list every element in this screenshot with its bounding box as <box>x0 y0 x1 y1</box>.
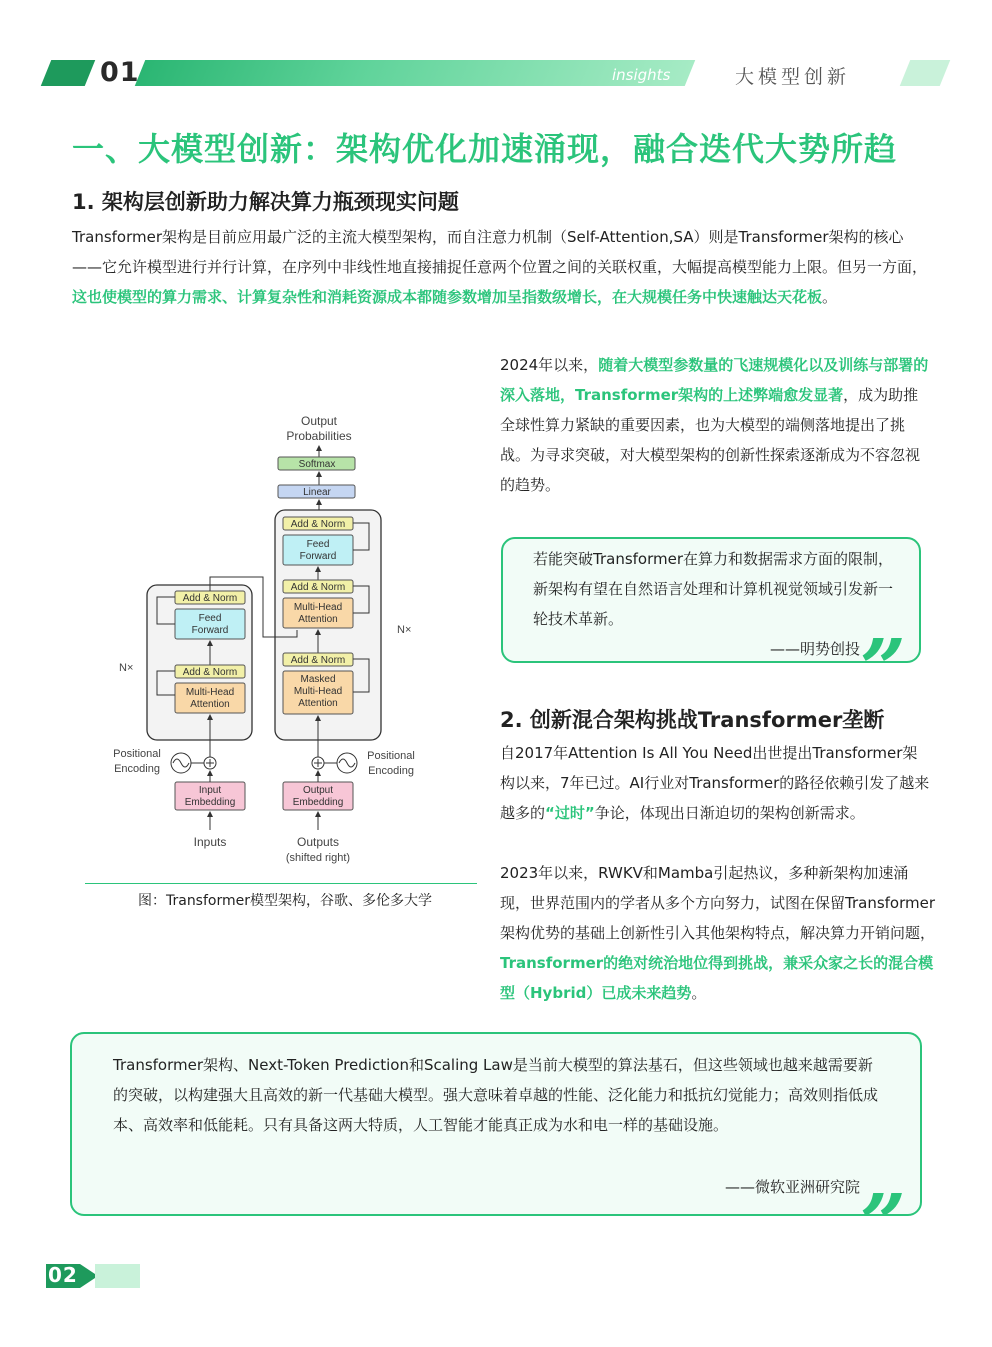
header-dark-bar <box>41 60 96 86</box>
dec-ff-label-2: Forward <box>299 551 337 562</box>
dec-pos-label-2: Encoding <box>368 765 414 777</box>
output-emb-label-1: Output <box>302 785 334 796</box>
section-2-paragraph-1: 自2017年Attention Is All You Need出世提出Transformer架构以来，7年已过。AI行业对Transformer的路径依赖引发了越来越多的“过时”争论，体现出日渐迫切的架构创新需求。 <box>500 744 930 822</box>
dec-masked-label-2: Multi-Head <box>293 686 343 697</box>
dec-addnorm-1-label: Add & Norm <box>290 655 346 666</box>
dec-addnorm-2-label: Add & Norm <box>290 582 346 593</box>
softmax-label: Softmax <box>298 459 336 470</box>
insights-label: insights <box>612 66 671 84</box>
linear-label: Linear <box>303 487 331 498</box>
dec-mha-label-1: Multi-Head <box>293 602 343 613</box>
section-1-title: 1. 架构层创新助力解决算力瓶颈现实问题 <box>72 190 459 214</box>
section-2-quoted: “过时” <box>545 804 595 822</box>
dec-ff-label-1: Feed <box>306 539 330 550</box>
page-number: 02 <box>48 1263 78 1287</box>
section-2-paragraph-2: 2023年以来，RWKV和Mamba引起热议，多种新架构加速涌现，世界范围内的学者从多个方向努力，试图在保留Transformer架构优势的基础上创新性引入其他架构特点，解决算力开销问题，Transformer的绝对统治地位得到挑战，兼采众家之长的混合模型（Hybrid）已成未来趋势。 <box>500 864 936 1002</box>
chapter-number: 01 <box>100 57 140 88</box>
quote-2-text: Transformer架构、Next-Token Prediction和Scaling Law是当前大模型的算法基石，但这些领域也越来越需要新的突破，以构建强大且高效的新一代基础大模型。强大意味着卓越的性能、泛化能力和抵抗幻觉能力；高效则指低成本、高效率和低能耗。只有具备这两大特质，人工智能才能真正成为水和电一样的基础设施。 <box>113 1056 879 1134</box>
output-probs-label-2: Probabilities <box>286 429 352 443</box>
section-1-highlight: 这也使模型的算力需求、计算复杂性和消耗资源成本都随参数增加呈指数级增长，在大规模任务中快速触达天花板 <box>72 288 823 306</box>
dec-mha-label-2: Attention <box>298 614 338 625</box>
enc-mha-label-1: Multi-Head <box>185 687 235 698</box>
transformer-diagram <box>85 405 480 875</box>
enc-ff-label-1: Feed <box>198 613 222 624</box>
enc-addnorm-1-label: Add & Norm <box>182 667 238 678</box>
enc-pos-label-1: Positional <box>113 748 161 760</box>
header-tail-bar <box>900 60 951 86</box>
input-emb-label-1: Input <box>198 785 222 796</box>
section-1-paragraph: Transformer架构是目前应用最广泛的主流大模型架构，而自注意力机制（Self-Attention,SA）则是Transformer架构的核心——它允许模型进行并行计算，在序列中非线性地直接捕捉任意两个位置之间的关联权重，大幅提高模型能力上限。但另一方面，这也使模型的算力需求、计算复杂性和消耗资源成本都随参数增加呈指数级增长，在大规模任务中快速触达天花板。 <box>72 228 928 306</box>
quote-mark-icon-2: ” <box>860 1176 907 1270</box>
inputs-label: Inputs <box>193 835 227 849</box>
output-probs-label-1: Output <box>300 414 338 428</box>
dec-masked-label-1: Masked <box>300 674 336 685</box>
quote-2-source: ——微软亚洲研究院 <box>724 1178 860 1196</box>
dec-addnorm-3-label: Add & Norm <box>290 519 346 530</box>
section-2-title: 2. 创新混合架构挑战Transformer垄断 <box>500 708 885 732</box>
quote-mark-icon: ” <box>860 621 907 715</box>
quote-1-text: 若能突破Transformer在算力和数据需求方面的限制，新架构有望在自然语言处理和计算机视觉领域引发新一轮技术革新。 <box>533 550 894 628</box>
outputs-label-2: (shifted right) <box>285 852 351 864</box>
header-section-title: 大模型创新 <box>735 66 851 88</box>
section-1-highlight-2: 随着大模型参数量的飞速规模化以及训练与部署的深入落地，Transformer架构的上述弊端愈发显著 <box>500 356 929 404</box>
quote-1-source: ——明势创投 <box>769 640 860 658</box>
enc-ff-label-2: Forward <box>191 625 229 636</box>
outputs-label-1: Outputs <box>296 835 340 849</box>
dec-masked-label-3: Attention <box>298 698 338 709</box>
page-title: 一、大模型创新：架构优化加速涌现，融合迭代大势所趋 <box>72 130 898 168</box>
decoder-nx-label: N× <box>397 624 412 636</box>
section-2-highlight: Transformer的绝对统治地位得到挑战，兼采众家之长的混合模型（Hybrid）已成未来趋势 <box>500 954 934 1002</box>
dec-pos-label-1: Positional <box>367 750 415 762</box>
figure-caption: 图：Transformer模型架构，谷歌、多伦多大学 <box>137 893 432 909</box>
encoder-block <box>147 585 252 740</box>
footer-light-bar <box>95 1264 140 1288</box>
output-emb-label-2: Embedding <box>292 797 344 808</box>
enc-mha-label-2: Attention <box>190 699 230 710</box>
enc-pos-label-2: Encoding <box>114 763 160 775</box>
figure-divider <box>85 883 477 884</box>
section-1-paragraph-2: 2024年以来，随着大模型参数量的飞速规模化以及训练与部署的深入落地，Transformer架构的上述弊端愈发显著，成为助推全球性算力紧缺的重要因素，也为大模型的端侧落地提出了挑战。为寻求突破，对大模型架构的创新性探索逐渐成为不容忽视的趋势。 <box>500 356 929 494</box>
input-emb-label-2: Embedding <box>184 797 236 808</box>
enc-addnorm-2-label: Add & Norm <box>182 593 238 604</box>
encoder-nx-label: N× <box>119 662 134 674</box>
